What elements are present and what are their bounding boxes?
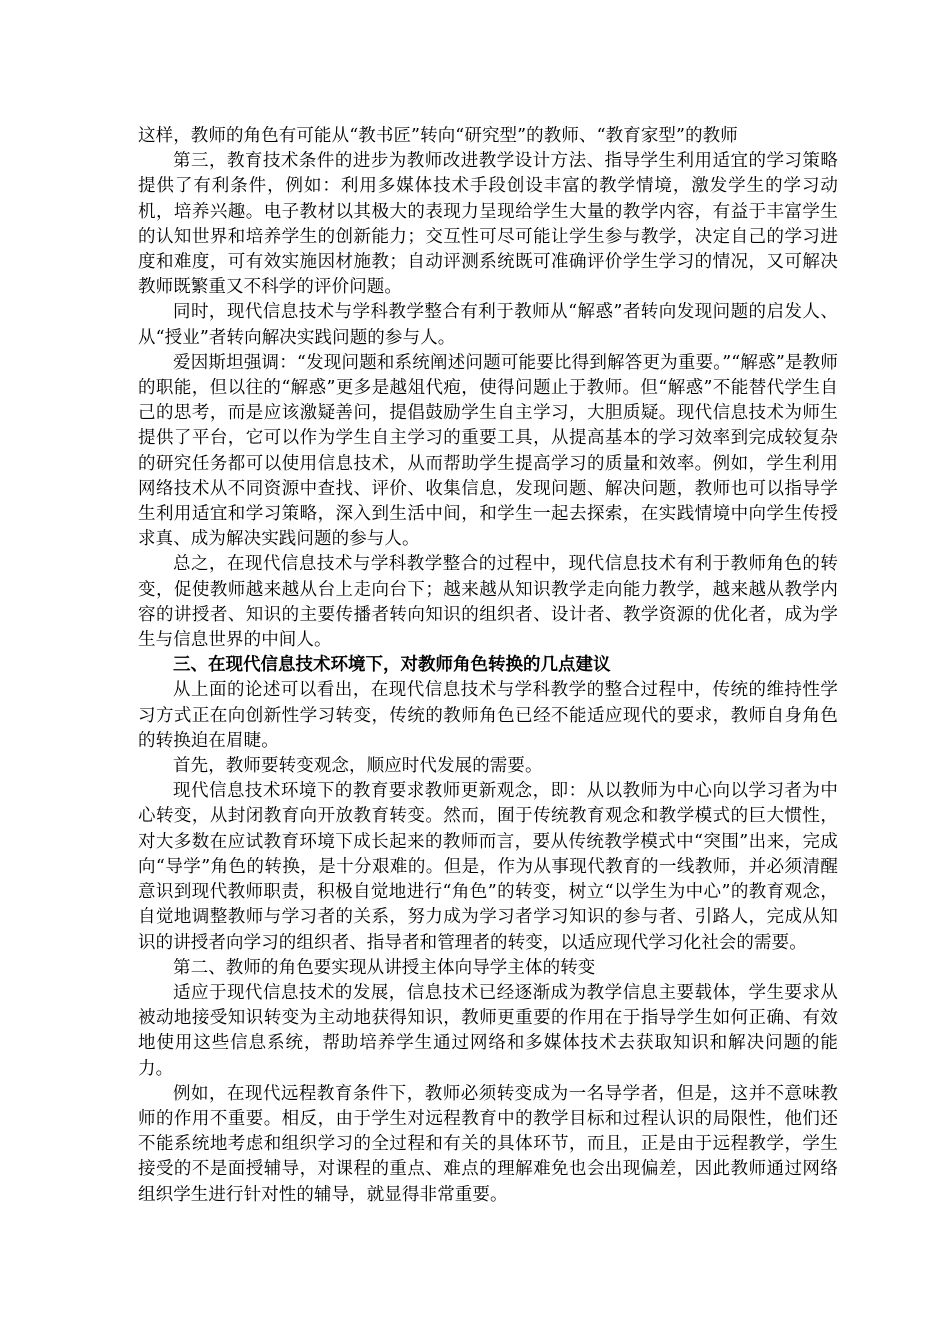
paragraph-overview: 从上面的论述可以看出，在现代信息技术与学科教学的整合过程中，传统的维持性学习方式正在向创新性学习转变，传统的教师角色已经不能适应现代的要求，教师自身角色的转换迫在眉睫。 (138, 680, 838, 751)
paragraph-integration: 同时，现代信息技术与学科教学整合有利于教师从“解惑”者转向发现问题的启发人、从“授业”者转向解决实践问题的参与人。 (138, 302, 838, 348)
paragraph-example: 例如，在现代远程教育条件下，教师必须转变成为一名导学者，但是，这并不意味教师的作用不重要。相反，由于学生对远程教育中的教学目标和过程认识的局限性，他们还不能系统地考虑和组织学习的全过程和有关的具体环节，而且，正是由于远程教学，学生接受的不是面授辅导，对课程的重点、难点的理解难免也会出现偏差，因此教师通过网络组织学生进行针对性的辅导，就显得非常重要。 (138, 1083, 838, 1205)
section-heading: 三、在现代信息技术环境下，对教师角色转换的几点建议 (173, 655, 611, 676)
paragraph-modern-education: 现代信息技术环境下的教育要求教师更新观念，即：从以教师为中心向以学习者为中心转变，从封闭教育向开放教育转变。然而，囿于传统教育观念和教学模式的巨大惯性，对大多数在应试教育环境下成长起来的教师而言，要从传统教学模式中“突围”出来，完成向“导学”角色的转换，是十分艰难的。但是，作为从事现代教育的一线教师，并必须清醒意识到现代教师职责，积极自觉地进行“角色”的转变，树立“以学生为中心”的教育观念，自觉地调整教师与学习者的关系，努力成为学习者学习知识的参与者、引路人，完成从知识的讲授者向学习的组织者、指导者和管理者的转变，以适应现代学习化社会的需要。 (138, 781, 838, 953)
paragraph-summary: 总之，在现代信息技术与学科教学整合的过程中，现代信息技术有利于教师角色的转变，促使教师越来越从台上走向台下；越来越从知识教学走向能力教学，越来越从教学内容的讲授者、知识的主要传播者转向知识的组织者、设计者、教学资源的优化者，成为学生与信息世界的中间人。 (138, 554, 838, 651)
paragraph-third-point: 第三，教育技术条件的进步为教师改进教学设计方法、指导学生利用适宜的学习策略提供了有利条件，例如：利用多媒体技术手段创设丰富的教学情境，激发学生的学习动机，培养兴趣。电子教材以其极大的表现力呈现给学生大量的教学内容，有益于丰富学生的认知世界和培养学生的创新能力；交互性可尽可能让学生参与教学，决定自己的学习进度和难度，可有效实施因材施教；自动评测系统既可准确评价学生学习的情况，又可解决教师既繁重又不科学的评价问题。 (138, 151, 838, 298)
paragraph-second-point: 第二、教师的角色要实现从讲授主体向导学主体的转变 (173, 957, 596, 978)
paragraph-einstein: 爱因斯坦强调：“发现问题和系统阐述问题可能要比得到解答更为重要。”“解惑”是教师的职能，但以往的“解惑”更多是越俎代疱，使得问题止于教师。但“解惑”不能替代学生自己的思考，而是应该激疑善问，提倡鼓励学生自主学习，大胆质疑。现代信息技术为师生提供了平台，它可以作为学生自主学习的重要工具，从提高基本的学习效率到完成较复杂的研究任务都可以使用信息技术，从而帮助学生提高学习的质量和效率。例如，学生利用网络技术从不同资源中查找、评价、收集信息，发现问题、解决问题，教师也可以指导学生利用适宜和学习策略，深入到生活中间，和学生一起去探索，在实践情境中向学生传授求真、成为解决实践问题的参与人。 (138, 352, 838, 550)
paragraph-first-point: 首先，教师要转变观念，顺应时代发展的需要。 (173, 756, 543, 777)
paragraph-adaptation: 适应于现代信息技术的发展，信息技术已经逐渐成为教学信息主要载体，学生要求从被动地接受知识转变为主动地获得知识，教师更重要的作用在于指导学生如何正确、有效地使用这些信息系统，帮助培养学生通过网络和多媒体技术去获取知识和解决问题的能力。 (138, 982, 838, 1079)
paragraph-continuation: 这样，教师的角色有可能从“教书匠”转向“研究型”的教师、“教育家型”的教师 (138, 126, 738, 146)
document-page (138, 124, 838, 1208)
